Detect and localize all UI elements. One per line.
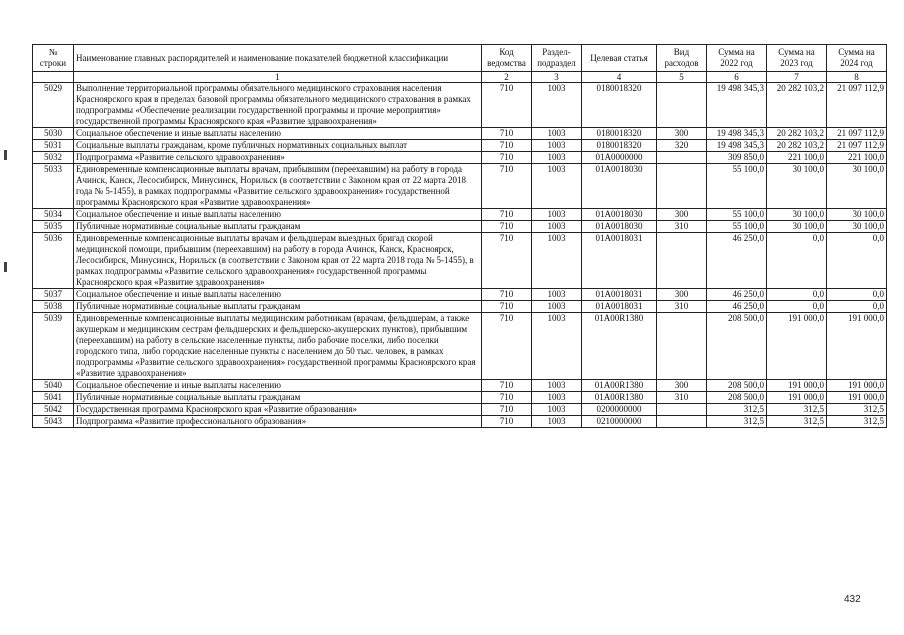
row-number: 5033 <box>33 164 74 209</box>
row-name: Социальное обеспечение и иные выплаты населению <box>74 380 482 392</box>
row-ved-code: 710 <box>482 209 532 221</box>
row-target-article: 0210000000 <box>582 416 657 428</box>
row-number: 5040 <box>33 380 74 392</box>
header-sum-2022: Сумма на 2022 год <box>707 45 767 72</box>
row-razdel: 1003 <box>532 209 582 221</box>
row-sum-2022: 46 250,0 <box>707 289 767 301</box>
row-sum-2024: 221 100,0 <box>827 152 887 164</box>
row-number: 5030 <box>33 128 74 140</box>
row-sum-2024: 191 000,0 <box>827 380 887 392</box>
row-sum-2022: 309 850,0 <box>707 152 767 164</box>
row-number: 5036 <box>33 233 74 289</box>
row-sum-2023: 312,5 <box>767 404 827 416</box>
row-number: 5037 <box>33 289 74 301</box>
row-target-article: 0180018320 <box>582 140 657 152</box>
column-number <box>33 72 74 83</box>
row-target-article: 01А00R1380 <box>582 313 657 380</box>
row-ved-code: 710 <box>482 416 532 428</box>
row-ved-code: 710 <box>482 233 532 289</box>
row-name: Подпрограмма «Развитие сельского здравоохранения» <box>74 152 482 164</box>
row-sum-2023: 20 282 103,2 <box>767 83 827 128</box>
row-target-article: 01А0000000 <box>582 152 657 164</box>
row-name: Социальное обеспечение и иные выплаты населению <box>74 209 482 221</box>
row-sum-2022: 19 498 345,3 <box>707 83 767 128</box>
row-expense-type: 310 <box>657 301 707 313</box>
row-ved-code: 710 <box>482 289 532 301</box>
row-razdel: 1003 <box>532 289 582 301</box>
row-expense-type: 300 <box>657 289 707 301</box>
row-sum-2024: 0,0 <box>827 233 887 289</box>
row-name: Социальное обеспечение и иные выплаты населению <box>74 289 482 301</box>
row-number: 5041 <box>33 392 74 404</box>
row-number: 5042 <box>33 404 74 416</box>
row-sum-2023: 191 000,0 <box>767 380 827 392</box>
row-number: 5031 <box>33 140 74 152</box>
table-row <box>33 380 887 392</box>
scan-margin-mark <box>4 262 7 272</box>
table-row <box>33 164 887 209</box>
column-number: 8 <box>827 72 887 83</box>
row-sum-2022: 208 500,0 <box>707 313 767 380</box>
row-sum-2022: 46 250,0 <box>707 233 767 289</box>
row-razdel: 1003 <box>532 313 582 380</box>
row-number: 5035 <box>33 221 74 233</box>
table-row <box>33 152 887 164</box>
page-number: 432 <box>844 594 861 605</box>
table-row <box>33 416 887 428</box>
row-expense-type <box>657 164 707 209</box>
column-number: 5 <box>657 72 707 83</box>
table-row <box>33 404 887 416</box>
row-razdel: 1003 <box>532 233 582 289</box>
row-expense-type <box>657 404 707 416</box>
row-sum-2024: 21 097 112,9 <box>827 83 887 128</box>
row-razdel: 1003 <box>532 221 582 233</box>
row-name: Социальные выплаты гражданам, кроме публичных нормативных социальных выплат <box>74 140 482 152</box>
row-target-article: 01А0018030 <box>582 164 657 209</box>
row-sum-2022: 55 100,0 <box>707 221 767 233</box>
row-ved-code: 710 <box>482 301 532 313</box>
row-expense-type: 320 <box>657 140 707 152</box>
row-razdel: 1003 <box>532 380 582 392</box>
row-razdel: 1003 <box>532 392 582 404</box>
row-sum-2024: 191 000,0 <box>827 392 887 404</box>
row-name: Единовременные компенсационные выплаты врачам, прибывшим (переехавшим) на работу в города Ачинск, Канск, Лесосибирск, Минусинск, Норильск (в соответствии с Законом края от 22 марта 2018 года № 5-1455), в рамках подпрограммы «Развитие сельского здравоохранения» государственной программы Красноярского края «Развитие здравоохранения» <box>74 164 482 209</box>
row-sum-2023: 0,0 <box>767 233 827 289</box>
row-sum-2022: 312,5 <box>707 404 767 416</box>
table-row <box>33 83 887 128</box>
row-sum-2022: 208 500,0 <box>707 392 767 404</box>
row-number: 5034 <box>33 209 74 221</box>
row-razdel: 1003 <box>532 128 582 140</box>
row-name: Публичные нормативные социальные выплаты гражданам <box>74 221 482 233</box>
row-sum-2023: 221 100,0 <box>767 152 827 164</box>
header-row <box>33 45 887 72</box>
row-razdel: 1003 <box>532 164 582 209</box>
row-sum-2024: 30 100,0 <box>827 209 887 221</box>
row-target-article: 01А00R1380 <box>582 392 657 404</box>
table-row <box>33 392 887 404</box>
header-name: Наименование главных распорядителей и наименование показателей бюджетной классификации <box>74 45 482 72</box>
row-name: Социальное обеспечение и иные выплаты населению <box>74 128 482 140</box>
row-target-article: 01А0018031 <box>582 289 657 301</box>
row-razdel: 1003 <box>532 404 582 416</box>
row-name: Единовременные компенсационные выплаты медицинским работникам (врачам, фельдшерам, а также акушеркам и медицинским сестрам фельдшерских и фельдшерско-акушерских пунктов), прибывшим (переехавшим) на работу в сельские населенные пункты, либо рабочие поселки, либо поселки городского типа, либо городские населенные пункты с населением до 50 тыс. человек, в рамках подпрограммы «Развитие сельского здравоохранения» государственной программы Красноярского края «Развитие здравоохранения» <box>74 313 482 380</box>
row-name: Публичные нормативные социальные выплаты гражданам <box>74 392 482 404</box>
table-row <box>33 289 887 301</box>
row-sum-2022: 208 500,0 <box>707 380 767 392</box>
row-expense-type <box>657 233 707 289</box>
column-number: 7 <box>767 72 827 83</box>
header-razdel: Раздел-подраздел <box>532 45 582 72</box>
column-number: 2 <box>482 72 532 83</box>
row-razdel: 1003 <box>532 416 582 428</box>
column-number: 1 <box>74 72 482 83</box>
row-target-article: 0180018320 <box>582 83 657 128</box>
row-sum-2024: 21 097 112,9 <box>827 140 887 152</box>
row-target-article: 01А0018031 <box>582 233 657 289</box>
table-row <box>33 301 887 313</box>
row-sum-2023: 20 282 103,2 <box>767 128 827 140</box>
row-expense-type <box>657 416 707 428</box>
row-name: Единовременные компенсационные выплаты врачам и фельдшерам выездных бригад скорой медицинской помощи, прибывшим (переехавшим) на работу в города Ачинск, Канск, Красноярск, Лесосибирск, Минусинск, Норильск (в соответствии с Законом края от 22 марта 2018 года № 5-1455), в рамках подпрограммы «Развитие сельского здравоохранения» государственной программы Красноярского края «Развитие здравоохранения» <box>74 233 482 289</box>
header-celevaya: Целевая статья <box>582 45 657 72</box>
row-sum-2023: 191 000,0 <box>767 392 827 404</box>
row-target-article: 0180018320 <box>582 128 657 140</box>
row-sum-2024: 30 100,0 <box>827 221 887 233</box>
column-number: 6 <box>707 72 767 83</box>
row-sum-2024: 30 100,0 <box>827 164 887 209</box>
row-razdel: 1003 <box>532 140 582 152</box>
row-target-article: 01А0018031 <box>582 301 657 313</box>
row-sum-2022: 19 498 345,3 <box>707 140 767 152</box>
row-ved-code: 710 <box>482 164 532 209</box>
row-ved-code: 710 <box>482 83 532 128</box>
row-sum-2023: 30 100,0 <box>767 164 827 209</box>
column-number: 4 <box>582 72 657 83</box>
header-ved: Код ведомства <box>482 45 532 72</box>
row-ved-code: 710 <box>482 221 532 233</box>
table-row <box>33 209 887 221</box>
header-sum-2023: Сумма на 2023 год <box>767 45 827 72</box>
row-expense-type <box>657 313 707 380</box>
row-name: Выполнение территориальной программы обязательного медицинского страхования населения Красноярского края в пределах базовой программы обязательного медицинского страхования в рамках подпрограммы «Обеспечение реализации государственной программы и прочие мероприятия» государственной программы Красноярского края «Развитие здравоохранения» <box>74 83 482 128</box>
table-row <box>33 140 887 152</box>
row-sum-2022: 46 250,0 <box>707 301 767 313</box>
row-razdel: 1003 <box>532 83 582 128</box>
row-expense-type <box>657 152 707 164</box>
row-sum-2022: 312,5 <box>707 416 767 428</box>
row-sum-2023: 0,0 <box>767 301 827 313</box>
header-row-no: № строки <box>33 45 74 72</box>
row-sum-2022: 19 498 345,3 <box>707 128 767 140</box>
row-sum-2024: 0,0 <box>827 289 887 301</box>
column-number: 3 <box>532 72 582 83</box>
row-number: 5038 <box>33 301 74 313</box>
column-number-row <box>33 72 887 83</box>
row-ved-code: 710 <box>482 313 532 380</box>
row-sum-2023: 30 100,0 <box>767 209 827 221</box>
table-body <box>33 83 887 428</box>
row-name: Публичные нормативные социальные выплаты гражданам <box>74 301 482 313</box>
row-razdel: 1003 <box>532 152 582 164</box>
row-ved-code: 710 <box>482 128 532 140</box>
row-expense-type: 300 <box>657 209 707 221</box>
row-target-article: 01А0018030 <box>582 209 657 221</box>
row-ved-code: 710 <box>482 380 532 392</box>
header-sum-2024: Сумма на 2024 год <box>827 45 887 72</box>
table-row <box>33 128 887 140</box>
row-ved-code: 710 <box>482 140 532 152</box>
table-row <box>33 313 887 380</box>
row-number: 5032 <box>33 152 74 164</box>
row-sum-2023: 312,5 <box>767 416 827 428</box>
row-sum-2023: 30 100,0 <box>767 221 827 233</box>
row-expense-type: 300 <box>657 128 707 140</box>
row-target-article: 0200000000 <box>582 404 657 416</box>
row-sum-2022: 55 100,0 <box>707 164 767 209</box>
row-expense-type: 310 <box>657 221 707 233</box>
budget-table-container <box>32 44 887 428</box>
row-expense-type <box>657 83 707 128</box>
row-name: Государственная программа Красноярского края «Развитие образования» <box>74 404 482 416</box>
row-sum-2023: 0,0 <box>767 289 827 301</box>
scan-margin-mark <box>4 150 7 160</box>
row-number: 5029 <box>33 83 74 128</box>
row-number: 5043 <box>33 416 74 428</box>
budget-table <box>32 44 887 428</box>
row-target-article: 01А00R1380 <box>582 380 657 392</box>
row-number: 5039 <box>33 313 74 380</box>
row-ved-code: 710 <box>482 404 532 416</box>
row-ved-code: 710 <box>482 152 532 164</box>
row-sum-2022: 55 100,0 <box>707 209 767 221</box>
row-sum-2024: 312,5 <box>827 416 887 428</box>
row-sum-2024: 0,0 <box>827 301 887 313</box>
row-sum-2023: 191 000,0 <box>767 313 827 380</box>
row-sum-2024: 191 000,0 <box>827 313 887 380</box>
row-ved-code: 710 <box>482 392 532 404</box>
row-razdel: 1003 <box>532 301 582 313</box>
header-vid: Вид расходов <box>657 45 707 72</box>
table-row <box>33 221 887 233</box>
table-row <box>33 233 887 289</box>
row-expense-type: 310 <box>657 392 707 404</box>
row-sum-2024: 21 097 112,9 <box>827 128 887 140</box>
row-target-article: 01А0018030 <box>582 221 657 233</box>
row-expense-type: 300 <box>657 380 707 392</box>
row-sum-2023: 20 282 103,2 <box>767 140 827 152</box>
row-sum-2024: 312,5 <box>827 404 887 416</box>
row-name: Подпрограмма «Развитие профессионального образования» <box>74 416 482 428</box>
